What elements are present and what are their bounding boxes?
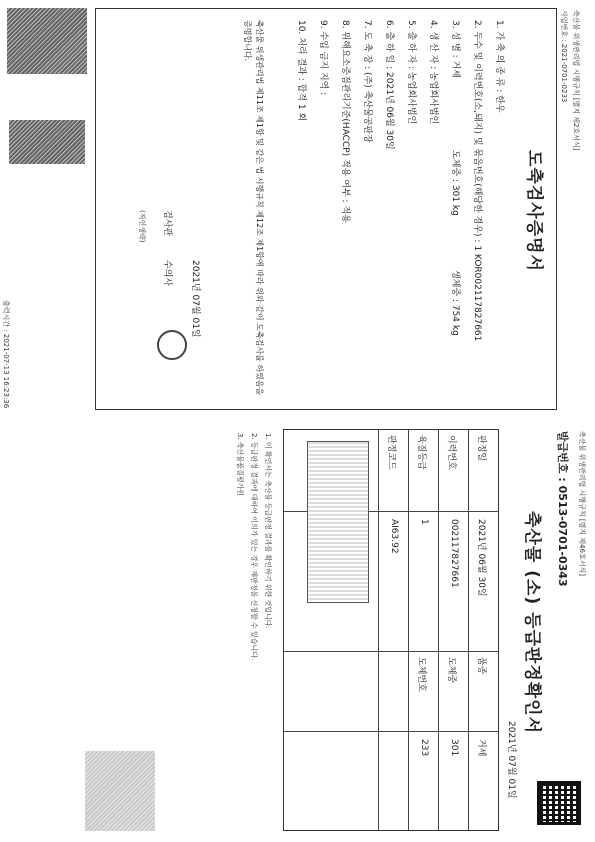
- cert-item: 7. 도 축 장 : (주) 축산물공판장: [362, 20, 372, 143]
- grade-table-rule: [284, 651, 499, 652]
- cert-inspector-label: 검사관: [162, 210, 172, 237]
- print-time: 출력시간 : 2021-07-13 16:23:36: [2, 300, 10, 409]
- cert-item: 9. 수입 금지 지역 :: [318, 20, 328, 96]
- grading-certificate: [0, 421, 595, 842]
- cert-inspector-name: 수의사: [162, 260, 172, 287]
- qr-code-icon: [537, 781, 581, 825]
- cert-ref-no: 사업번호 : 2021-0701-0233: [560, 10, 568, 103]
- scan-noise-block: [9, 120, 85, 164]
- grade-footnote: 1. 이 확인서는 축산물 등급판정 결과를 확인하기 위한 것입니다.: [264, 433, 272, 629]
- cert-notice: 축산물 위생관리법 제11조 제1항 및 같은 법 시행규칙 제12조 제1항에 따라 위와 같이 도축검사를 하였음을 증명합니다.: [243, 20, 264, 396]
- cert-item: 1. 가 축 의 종 류 : 한우: [494, 20, 504, 113]
- official-seal: [157, 330, 187, 360]
- cert-item: 생체중 : 754 kg: [450, 270, 460, 336]
- grade-field-label: 품종: [476, 657, 486, 675]
- grade-footnote: 3. 축산물품질평가원: [236, 433, 244, 496]
- cert-item: 10. 처리 결과 : 합격 1 회: [296, 20, 306, 122]
- grade-field-label: 판정일: [476, 435, 486, 462]
- grade-field-value: 301: [449, 739, 459, 757]
- cert-item: 4. 생 산 자 : 농업회사법인: [428, 20, 438, 125]
- grade-field-label: 육질등급: [416, 435, 426, 470]
- cert-date: 2021년 07월 01일: [190, 260, 200, 338]
- cert-item: 8. 위해요소중점관리기준(HACCP) 적용 여부 : 적용: [340, 20, 350, 223]
- cert-header-note: 축산물 위생관리법 시행규칙 [별지 제2호서식]: [572, 10, 580, 151]
- cert-item: 6. 출 하 일 : 2021년 06월 30일: [384, 20, 394, 150]
- cert-org: (직인생략): [138, 210, 146, 243]
- grade-field-label: 이력번호: [446, 435, 456, 470]
- grade-field-value: 233: [419, 739, 429, 757]
- grade-header-note: 축산물 위생관리법 시행규칙 [별지 제46호서식]: [578, 431, 586, 576]
- grade-issue-date: 2021년 07월 01일: [506, 721, 516, 799]
- grade-table-rule: [438, 429, 439, 830]
- grade-table-rule: [468, 429, 469, 830]
- grade-field-value: 거세: [476, 739, 486, 757]
- grade-footnote: 2. 등급판정 결과에 대하여 이의가 있는 경우 재판정을 신청할 수 있습니다.: [250, 433, 258, 661]
- grade-field-value: 2021년 06월 30일: [476, 519, 486, 597]
- cert-item: 3. 성 별 : 거세: [450, 20, 460, 78]
- cert-title: 도축검사증명서: [524, 150, 544, 272]
- cert-item: 2. 두수 및 이력번호(소,돼지) 및 묶음번호(해당한 경우) : 1 KOR002117827661: [472, 20, 482, 342]
- grade-table-rule: [378, 429, 379, 830]
- grade-field-label: 도체중: [446, 657, 456, 684]
- cert-item: 도체중 : 301 kg: [450, 150, 460, 216]
- grade-table-rule: [284, 731, 499, 732]
- grade-table-rule: [408, 429, 409, 830]
- grade-field-value: 1: [419, 519, 429, 525]
- grade-field-label: 판정코드: [386, 435, 396, 470]
- grade-stamp-area: [307, 441, 369, 603]
- cert-item: 5. 출 하 자 : 농업회사법인: [406, 20, 416, 125]
- grade-field-label: 도체번호: [416, 657, 426, 692]
- grade-field-value: 002117827661: [449, 519, 459, 588]
- grade-title: 축산물 (소) 등급판정확인서: [522, 511, 542, 735]
- grade-number: 발급번호 : 0513-0701-0343: [556, 431, 569, 587]
- grade-field-value: AI63.92: [389, 519, 399, 554]
- scan-noise-block: [7, 8, 87, 74]
- scan-noise-block: [85, 751, 155, 831]
